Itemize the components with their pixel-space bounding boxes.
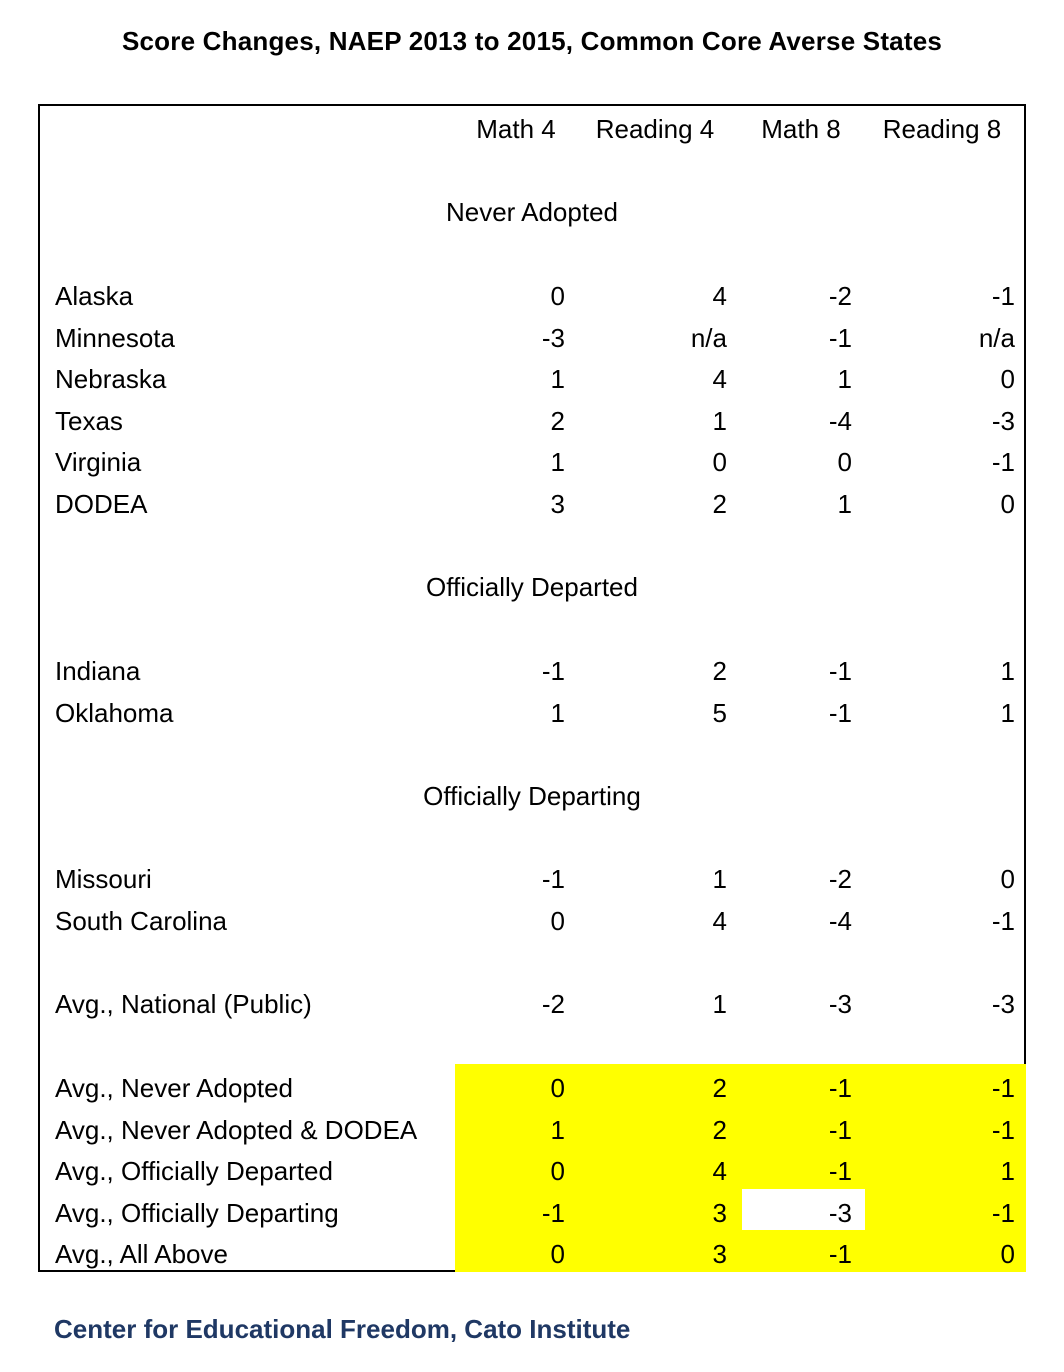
row-south-carolina-label: South Carolina (55, 905, 227, 936)
row-indiana-label: Indiana (55, 656, 141, 686)
avg-row-avg-all-above-value-reading-4: 3 (712, 1239, 727, 1270)
row-south-carolina-value-math-8: -4 (828, 905, 852, 936)
avg-row-avg-officially-departing-value-math-8: -3 (828, 1197, 852, 1228)
row-national-average-value-reading-4: 1 (712, 989, 727, 1019)
row-minnesota-value-reading-8: n/a (978, 322, 1015, 353)
row-minnesota-value-math-8: -1 (828, 322, 852, 353)
row-national-average-value-math-8: -3 (828, 989, 852, 1019)
group-heading-officially-departing: Officially Departing (423, 781, 641, 811)
avg-row-avg-all-above-label: Avg., All Above (55, 1239, 228, 1270)
group-heading-officially-departed: Officially Departed (426, 572, 638, 602)
chart-title: Score Changes, NAEP 2013 to 2015, Common Core Averse States (121, 26, 943, 56)
row-national-average-label: Avg., National (Public) (55, 989, 312, 1019)
row-virginia-value-math-4: 1 (550, 447, 565, 478)
row-texas-value-reading-8: -3 (991, 405, 1015, 436)
row-dodea-value-reading-4: 2 (712, 489, 727, 519)
row-minnesota-value-reading-4: n/a (690, 322, 727, 353)
row-texas-value-math-8: -4 (828, 405, 852, 436)
row-nebraska-label: Nebraska (55, 364, 167, 395)
row-dodea-value-reading-8: 0 (1000, 489, 1015, 519)
row-virginia-value-reading-4: 0 (712, 447, 727, 478)
row-indiana-value-reading-4: 2 (712, 656, 727, 686)
row-oklahoma-value-math-4: 1 (550, 697, 565, 728)
avg-row-avg-officially-departed-value-math-4: 0 (550, 1156, 565, 1187)
avg-row-avg-never-adopted-dodea-value-math-4: 1 (550, 1114, 565, 1145)
row-oklahoma-label: Oklahoma (55, 697, 174, 728)
row-dodea-value-math-8: 1 (837, 489, 852, 519)
row-missouri-value-reading-8: 0 (1000, 864, 1015, 894)
row-missouri-value-reading-4: 1 (712, 864, 727, 894)
row-national-average-value-reading-8: -3 (991, 989, 1015, 1019)
avg-row-avg-never-adopted-value-reading-8: -1 (991, 1073, 1015, 1103)
avg-row-avg-officially-departing-value-reading-8: -1 (991, 1197, 1015, 1228)
row-alaska-value-math-4: 0 (550, 281, 565, 311)
row-alaska-value-math-8: -2 (828, 281, 852, 311)
avg-row-avg-officially-departed-value-reading-8: 1 (1000, 1156, 1015, 1187)
row-south-carolina-value-reading-4: 4 (712, 905, 727, 936)
group-heading-never-adopted: Never Adopted (445, 197, 618, 227)
row-texas-value-math-4: 2 (550, 405, 565, 436)
row-alaska-value-reading-8: -1 (991, 281, 1015, 311)
row-nebraska-value-math-8: 1 (837, 364, 852, 395)
column-header-reading-8: Reading 8 (882, 114, 1002, 144)
row-nebraska-value-reading-4: 4 (712, 364, 727, 395)
row-oklahoma-value-reading-8: 1 (1000, 697, 1015, 728)
avg-row-avg-never-adopted-dodea-value-reading-4: 2 (712, 1114, 727, 1145)
row-indiana-value-math-8: -1 (828, 656, 852, 686)
row-indiana-value-math-4: -1 (541, 656, 565, 686)
avg-row-avg-all-above-value-math-8: -1 (828, 1239, 852, 1270)
row-oklahoma-value-math-8: -1 (828, 697, 852, 728)
row-texas-value-reading-4: 1 (712, 405, 727, 436)
avg-row-avg-officially-departing-value-math-4: -1 (541, 1197, 565, 1228)
avg-row-avg-never-adopted-dodea-value-reading-8: -1 (991, 1114, 1015, 1145)
row-south-carolina-value-reading-8: -1 (991, 905, 1015, 936)
row-oklahoma-value-reading-4: 5 (712, 697, 727, 728)
column-header-reading-4: Reading 4 (595, 114, 715, 144)
avg-row-avg-all-above-value-reading-8: 0 (1000, 1239, 1015, 1270)
row-south-carolina-value-math-4: 0 (550, 905, 565, 936)
row-missouri-value-math-4: -1 (541, 864, 565, 894)
avg-row-avg-officially-departed-value-reading-4: 4 (712, 1156, 727, 1187)
avg-row-avg-officially-departing-label: Avg., Officially Departing (55, 1197, 339, 1228)
avg-row-avg-officially-departed-value-math-8: -1 (828, 1156, 852, 1187)
row-virginia-label: Virginia (55, 447, 142, 478)
row-virginia-value-math-8: 0 (837, 447, 852, 478)
avg-row-avg-officially-departing-value-reading-4: 3 (712, 1197, 727, 1228)
row-alaska-value-reading-4: 4 (712, 281, 727, 311)
row-minnesota-value-math-4: -3 (541, 322, 565, 353)
avg-row-avg-never-adopted-dodea-value-math-8: -1 (828, 1114, 852, 1145)
avg-row-avg-never-adopted-dodea-label: Avg., Never Adopted & DODEA (55, 1114, 418, 1145)
row-nebraska-value-math-4: 1 (550, 364, 565, 395)
row-nebraska-value-reading-8: 0 (1000, 364, 1015, 395)
row-missouri-value-math-8: -2 (828, 864, 852, 894)
avg-row-avg-never-adopted-value-reading-4: 2 (712, 1073, 727, 1103)
row-texas-label: Texas (55, 405, 123, 436)
footer-credit: Center for Educational Freedom, Cato Institute (54, 1314, 631, 1344)
row-dodea-value-math-4: 3 (550, 489, 565, 519)
avg-row-avg-officially-departed-label: Avg., Officially Departed (55, 1156, 333, 1187)
column-header-math-8: Math 8 (761, 114, 841, 144)
avg-row-avg-never-adopted-label: Avg., Never Adopted (55, 1073, 294, 1103)
row-missouri-label: Missouri (55, 864, 152, 894)
row-national-average-value-math-4: -2 (541, 989, 565, 1019)
row-dodea-label: DODEA (55, 489, 148, 519)
column-header-math-4: Math 4 (476, 114, 556, 144)
row-virginia-value-reading-8: -1 (991, 447, 1015, 478)
row-indiana-value-reading-8: 1 (1000, 656, 1015, 686)
row-minnesota-label: Minnesota (55, 322, 175, 353)
avg-row-avg-never-adopted-value-math-4: 0 (550, 1073, 565, 1103)
row-alaska-label: Alaska (55, 281, 134, 311)
avg-row-avg-never-adopted-value-math-8: -1 (828, 1073, 852, 1103)
avg-row-avg-all-above-value-math-4: 0 (550, 1239, 565, 1270)
